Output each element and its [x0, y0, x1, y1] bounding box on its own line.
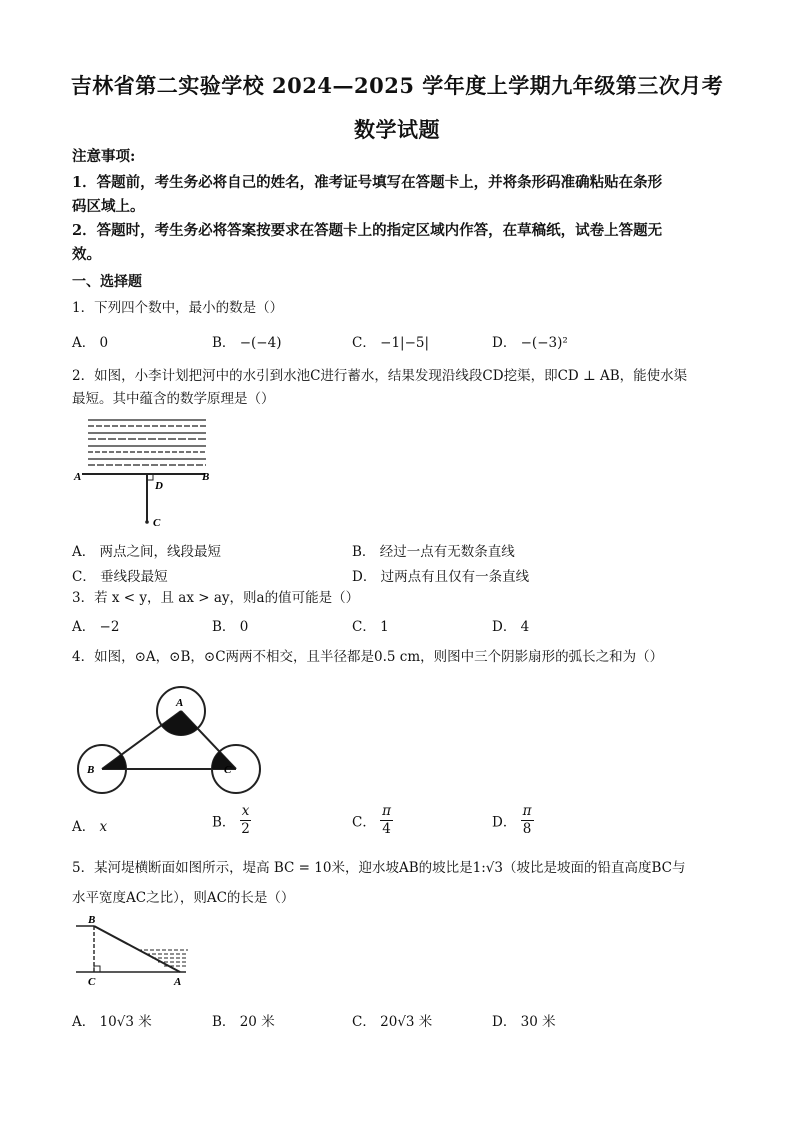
q2-option-a[interactable]: A． 两点之间，线段最短 — [72, 544, 222, 560]
q2-option-d[interactable]: D． 过两点有且仅有一条直线 — [352, 569, 530, 585]
exam-title: 吉林省第二实验学校 2024—2025 学年度上学期九年级第三次月考 — [70, 73, 724, 98]
q2-option-b[interactable]: B． 经过一点有无数条直线 — [352, 544, 515, 560]
q2-label-c: C — [153, 517, 161, 529]
q4-option-b[interactable]: B． $\frac{x}{2}$ — [212, 803, 250, 837]
q2-label-a: A — [74, 471, 82, 483]
q4-label-a: A — [176, 697, 184, 709]
q1-option-b[interactable]: B． −(−4) — [212, 335, 282, 351]
q3-option-d[interactable]: D． 4 — [492, 619, 530, 635]
q1-option-c[interactable]: C． −1|−5| — [352, 335, 430, 351]
q1-option-d[interactable]: D． −(−3)² — [492, 335, 568, 351]
q2-option-c[interactable]: C． 垂线段最短 — [72, 569, 168, 585]
q4-label-c: C — [224, 764, 232, 776]
q1-stem: 1．下列四个数中，最小的数是（） — [72, 300, 284, 316]
q5-option-b[interactable]: B． 20 米 — [212, 1014, 275, 1030]
q4-option-d[interactable]: D． $\frac{\pi}{8}$ — [492, 803, 532, 837]
q5-label-b: B — [88, 914, 96, 926]
q2-river-figure — [74, 414, 218, 532]
q3-option-b[interactable]: B． 0 — [212, 619, 249, 635]
q2-label-b: B — [202, 471, 210, 483]
notice-item-2-line-2: 效。 — [72, 246, 101, 263]
q4-option-c[interactable]: C． $\frac{\pi}{4}$ — [352, 803, 392, 837]
q4-stem: 4．如图，⊙A，⊙B，⊙C两两不相交，且半径都是0.5 cm，则图中三个阴影扇形的弧长之和为（） — [72, 649, 664, 665]
q1-option-a[interactable]: A． 0 — [72, 335, 109, 351]
q5-stem-line-2: 水平宽度AC之比），则AC的长是（） — [72, 890, 295, 906]
q5-option-d[interactable]: D． 30 米 — [492, 1014, 556, 1030]
exam-subtitle: 数学试题 — [354, 117, 440, 142]
q5-label-a: A — [174, 976, 182, 988]
section-heading: 一、选择题 — [72, 274, 142, 290]
q4-label-b: B — [87, 764, 95, 776]
q4-option-a[interactable]: A． x — [72, 819, 108, 835]
notice-item-1-line-2: 码区域上。 — [72, 198, 145, 215]
q2-stem-line-1: 2．如图，小李计划把河中的水引到水池C进行蓄水，结果发现沿线段CD挖渠，即CD ⊥ AB，能使水渠 — [72, 368, 688, 384]
notice-item-1-line-1: 1．答题前，考生务必将自己的姓名，准考证号填写在答题卡上，并将条形码准确粘贴在条形 — [72, 174, 663, 191]
q5-option-c[interactable]: C． 20√3 米 — [352, 1014, 433, 1030]
q2-label-d: D — [155, 480, 163, 492]
q3-option-a[interactable]: A． −2 — [72, 619, 120, 635]
q2-stem-line-2: 最短。其中蕴含的数学原理是（） — [72, 391, 275, 407]
q5-stem-line-1: 5．某河堤横断面如图所示，堤高 BC = 10米，迎水坡AB的坡比是1:√3（坡比是坡面的铅直高度BC与 — [72, 860, 686, 876]
q4-circles-figure — [74, 684, 254, 794]
q3-option-c[interactable]: C． 1 — [352, 619, 389, 635]
notice-item-2-line-1: 2．答题时，考生务必将答案按要求在答题卡上的指定区域内作答，在草稿纸，试卷上答题无 — [72, 222, 663, 239]
q5-embankment-figure — [76, 914, 196, 990]
q5-label-c: C — [88, 976, 96, 988]
q3-stem: 3．若 x < y，且 ax > ay，则a的值可能是（） — [72, 590, 360, 606]
q5-option-a[interactable]: A． 10√3 米 — [72, 1014, 152, 1030]
notice-heading: 注意事项: — [72, 148, 136, 165]
